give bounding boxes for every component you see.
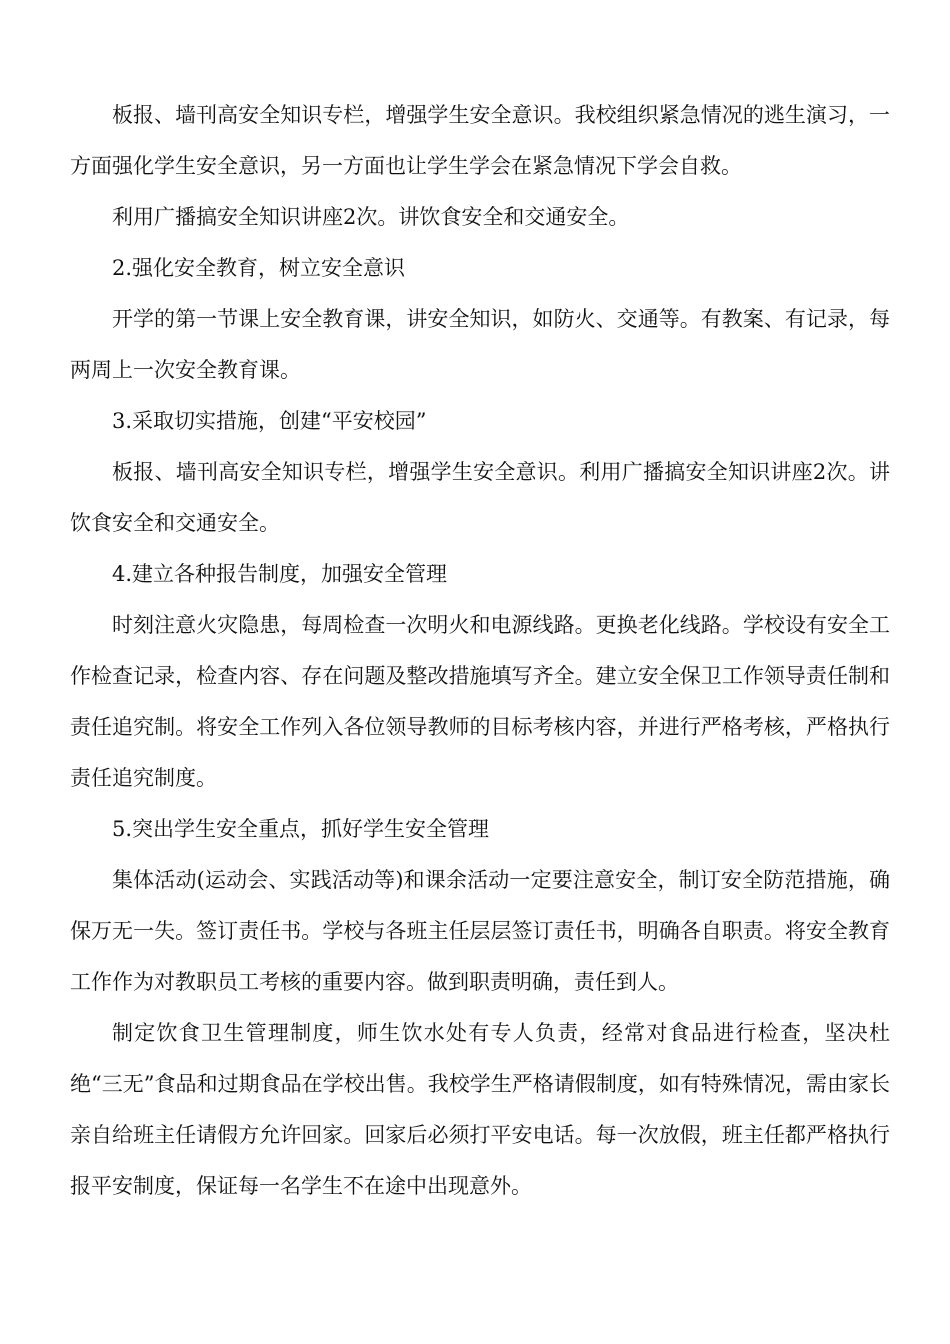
document-body [70,90,890,1212]
paragraph-safety-column-drill: 板报、墙刊高安全知识专栏，增强学生安全意识。我校组织紧急情况的逃生演习，一方面强化学生安全意识，另一方面也让学生学会在紧急情况下学会自救。 [70,103,890,178]
paragraph-broadcast-lecture: 利用广播搞安全知识讲座2次。讲饮食安全和交通安全。 [112,205,630,229]
paragraph-food-hygiene: 制定饮食卫生管理制度，师生饮水处有专人负责，经常对食品进行检查，坚决杜绝“三无”食品和过期食品在学校出售。我校学生严格请假制度，如有特殊情况，需由家长亲自给班主任请假方允许回家。回家后必须打平安电话。每一次放假，班主任都严格执行报平安制度，保证每一名学生不在途中出现意外。 [70,1021,890,1198]
paragraph-collective-activities: 集体活动(运动会、实践活动等)和课余活动一定要注意安全，制订安全防范措施，确保万无一失。签订责任书。学校与各班主任层层签订责任书，明确各自职责。将安全教育工作作为对教职员工考核的重要内容。做到职责明确，责任到人。 [70,868,890,994]
section-heading-4: 4.建立各种报告制度，加强安全管理 [112,562,448,586]
section-heading-2: 2.强化安全教育，树立安全意识 [112,256,406,280]
section-heading-3: 3.采取切实措施，创建“平安校园” [112,409,427,433]
paragraph-fire-inspection: 时刻注意火灾隐患，每周检查一次明火和电源线路。更换老化线路。学校设有安全工作检查记录，检查内容、存在问题及整改措施填写齐全。建立安全保卫工作领导责任制和责任追究制。将安全工作列入各位领导教师的目标考核内容，并进行严格考核，严格执行责任追究制度。 [70,613,890,790]
section-heading-5: 5.突出学生安全重点，抓好学生安全管理 [112,817,490,841]
paragraph-safety-class: 开学的第一节课上安全教育课，讲安全知识，如防火、交通等。有教案、有记录，每两周上一次安全教育课。 [70,307,890,382]
paragraph-safe-campus: 板报、墙刊高安全知识专栏，增强学生安全意识。利用广播搞安全知识讲座2次。讲饮食安全和交通安全。 [70,460,890,535]
